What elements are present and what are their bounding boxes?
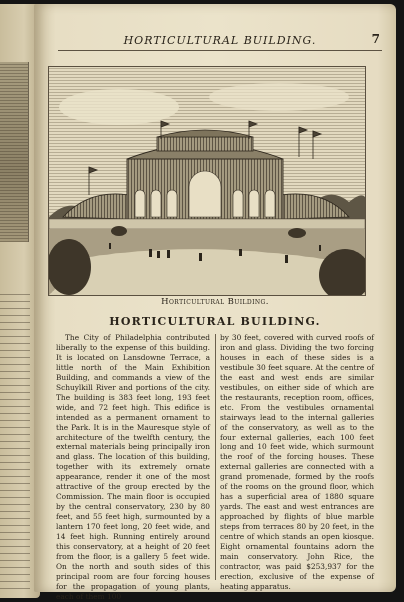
running-head xyxy=(58,34,382,51)
previous-page-illustration xyxy=(0,62,29,242)
column-divider xyxy=(215,334,216,580)
body-text-right-column: by 30 feet, covered with curved roofs of iron and glass. Dividing the two forcing houses in each of these sides is a vestibule 30 feet square. At the centre of the east and west ends are similar vestibules, on either side of which are the restaurants, reception room, offices, etc. From the vestibules ornamental stairways lead to the internal galleries of the conservatory, as well as to the four external galleries, each 100 feet long and 10 feet wide, which surmount the roof of the forcing houses. These external galleries are connected with a grand promenade, formed by the roofs of the rooms on the ground floor, which has a superficial area of 1880 square yards. The east and west entrances are approached by flights of blue marble steps from terraces 80 by 20 feet, in the centre of which stands an open kiosque. Eight ornamental fountains adorn the main conservatory. John Rice, the contractor, was paid $253,937 for the erection, exclusive of the expense of heating apparatus. xyxy=(220,333,374,591)
book-page xyxy=(34,4,396,601)
running-title: HORTICULTURAL BUILDING. xyxy=(123,34,317,47)
body-text-left-column: The City of Philadelphia contributed liberally to the expense of this building. It is located on Lansdowne Terrace, a little north of the Main Exhibition Building, and commands a view of the Schuylkill River and portions of the city. The building is 383 feet long, 193 feet wide, and 72 feet high. This edifice is intended as a permanent ornament to the Park. It is in the Mauresque style of architecture of the twelfth century, the external materials being principally iron and glass. The location of this building, together with its extremely ornate appearance, render it one of the most attractive of the group erected by the Commission. The main floor is occupied by the central conservatory, 230 by 80 feet, and 55 feet high, surmounted by a lantern 170 feet long, 20 feet wide, and 14 feet high. Running entirely around this conservatory, at a height of 20 feet from the floor, is a gallery 5 feet wide. On the north and south sides of this principal room are four forcing houses for the propagation of young plants, each of them 100 xyxy=(56,333,210,601)
terrace xyxy=(49,219,365,229)
horticultural-building-engraving xyxy=(48,66,366,296)
section-heading: HORTICULTURAL BUILDING. xyxy=(109,315,321,328)
previous-page-text xyxy=(0,289,30,589)
page-number: 7 xyxy=(371,32,380,46)
illustration-caption: Horticultural Building. xyxy=(161,297,269,307)
